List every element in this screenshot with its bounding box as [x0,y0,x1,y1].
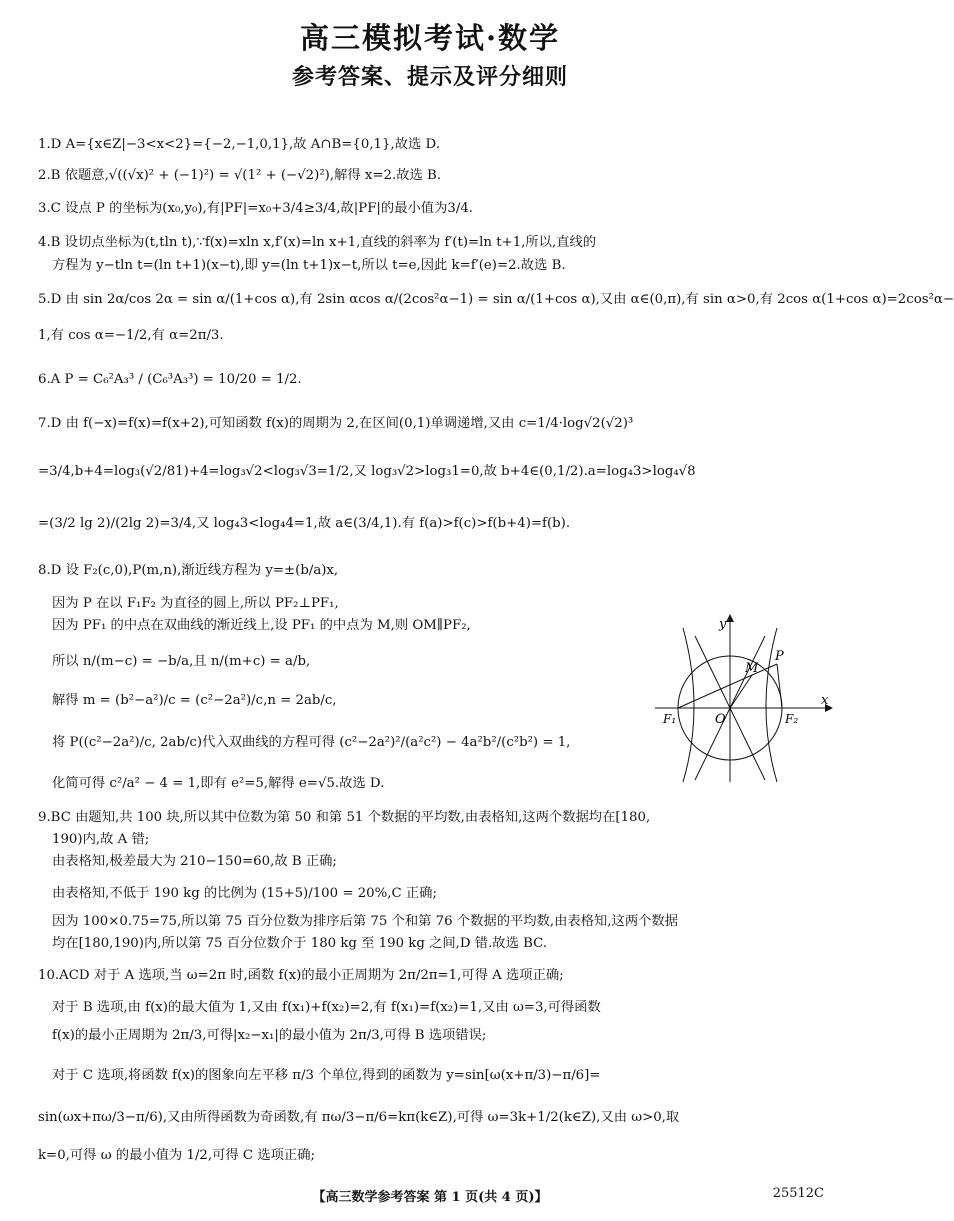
answer-line-10f: k=0,可得 ω 的最小值为 1/2,可得 C 选项正确; [38,1148,316,1163]
answer-line-9d: 由表格知,不低于 190 kg 的比例为 (15+5)/100 = 20%,C 正确; [52,886,437,901]
label-y: y [719,617,727,632]
answer-line-5a: 5.D 由 sin 2α/cos 2α = sin α/(1+cos α),有 2sin αcos α/(2cos²α−1) = sin α/(1+cos α),又由 α∈(0,π),有 sin α>0,有 2cos α(1+cos α)=2cos²α− [38,292,954,307]
answer-line-3: 3.C 设点 P 的坐标为(x₀,y₀),有|PF|=x₀+3/4≥3/4,故|PF|的最小值为3/4. [38,201,474,216]
answer-line-10d: 对于 C 选项,将函数 f(x)的图象向左平移 π/3 个单位,得到的函数为 y=sin[ω(x+π/3)−π/6]= [52,1068,601,1083]
answer-line-6: 6.A P = C₆²A₃³ / (C₆³A₃³) = 10/20 = 1/2. [38,372,302,387]
answer-line-9e: 因为 100×0.75=75,所以第 75 百分位数为排序后第 75 个和第 76 个数据的平均数,由表格知,这两个数据 [52,914,679,929]
answer-line-1: 1.D A={x∈Z|−3<x<2}={−2,−1,0,1},故 A∩B={0,1},故选 D. [38,137,440,152]
answer-line-8c: 因为 PF₁ 的中点在双曲线的渐近线上,设 PF₁ 的中点为 M,则 OM∥PF₂, [52,618,471,633]
answer-line-5b: 1,有 cos α=−1/2,有 α=2π/3. [38,328,224,343]
label-o: O [715,712,726,727]
answer-line-8f: 将 P((c²−2a²)/c, 2ab/c)代入双曲线的方程可得 (c²−2a²)²/(a²c²) − 4a²b²/(c²b²) = 1, [52,735,571,750]
label-f1: F₁ [663,712,677,726]
document-code: 25512C [772,1186,824,1201]
label-x: x [821,693,829,708]
answer-line-8e: 解得 m = (b²−a²)/c = (c²−2a²)/c,n = 2ab/c, [52,693,337,708]
page-footer: 【高三数学参考答案 第 1 页(共 4 页)】 [312,1190,548,1205]
answer-line-9f: 均在[180,190)内,所以第 75 百分位数介于 180 kg 至 190 kg 之间,D 错.故选 BC. [52,936,548,951]
answer-line-9c: 由表格知,极差最大为 210−150=60,故 B 正确; [52,854,337,869]
answer-line-8g: 化简可得 c²/a² − 4 = 1,即有 e²=5,解得 e=√5.故选 D. [52,776,385,791]
answer-line-10b: 对于 B 选项,由 f(x)的最大值为 1,又由 f(x₁)+f(x₂)=2,有 f(x₁)=f(x₂)=1,又由 ω=3,可得函数 [52,1000,601,1015]
answer-line-4b: 方程为 y−tln t=(ln t+1)(x−t),即 y=(ln t+1)x−t,所以 t=e,因此 k=f′(e)=2.故选 B. [52,258,566,273]
answer-line-9b: 190)内,故 A 错; [52,832,150,847]
answer-line-10e: sin(ωx+πω/3−π/6),又由所得函数为奇函数,有 πω/3−π/6=kπ(k∈Z),可得 ω=3k+1/2(k∈Z),又由 ω>0,取 [38,1110,680,1125]
answer-line-7a: 7.D 由 f(−x)=f(x)=f(x+2),可知函数 f(x)的周期为 2,在区间(0,1)单调递增,又由 c=1/4·log√2(√2)³ [38,416,634,431]
segment-pf2 [777,664,782,708]
label-m: M [745,661,759,676]
answer-line-7c: =(3/2 lg 2)/(2lg 2)=3/4,又 log₄3<log₄4=1,故 a∈(3/4,1).有 f(a)>f(c)>f(b+4)=f(b). [38,516,571,531]
answer-line-10c: f(x)的最小正周期为 2π/3,可得|x₂−x₁|的最小值为 2π/3,可得 B 选项错误; [52,1028,487,1043]
y-axis-arrow [726,614,734,622]
answer-line-8b: 因为 P 在以 F₁F₂ 为直径的圆上,所以 PF₂⊥PF₁, [52,596,339,611]
answer-line-9a: 9.BC 由题知,共 100 块,所以其中位数为第 50 和第 51 个数据的平均数,由表格知,这两个数据均在[180, [38,810,651,825]
answer-line-2: 2.B 依题意,√((√x)² + (−1)²) = √(1² + (−√2)²),解得 x=2.故选 B. [38,168,442,183]
answer-line-10a: 10.ACD 对于 A 选项,当 ω=2π 时,函数 f(x)的最小正周期为 2π/2π=1,可得 A 选项正确; [38,968,564,983]
page-subtitle: 参考答案、提示及评分细则 [291,64,568,90]
label-p: P [775,649,784,664]
answer-line-8d: 所以 n/(m−c) = −b/a,且 n/(m+c) = a/b, [52,654,311,669]
answer-line-7b: =3/4,b+4=log₃(√2/81)+4=log₃√2<log₃√3=1/2,又 log₃√2>log₃1=0,故 b+4∈(0,1/2).a=log₄3>log₄√8 [38,464,696,479]
label-f2: F₂ [785,712,799,726]
answer-line-4a: 4.B 设切点坐标为(t,tln t),∵f(x)=xln x,f′(x)=ln x+1,直线的斜率为 f′(t)=ln t+1,所以,直线的 [38,235,597,250]
hyperbola-figure [655,612,835,784]
page-title: 高三模拟考试·数学 [299,21,561,55]
answer-line-8a: 8.D 设 F₂(c,0),P(m,n),渐近线方程为 y=±(b/a)x, [38,563,339,578]
